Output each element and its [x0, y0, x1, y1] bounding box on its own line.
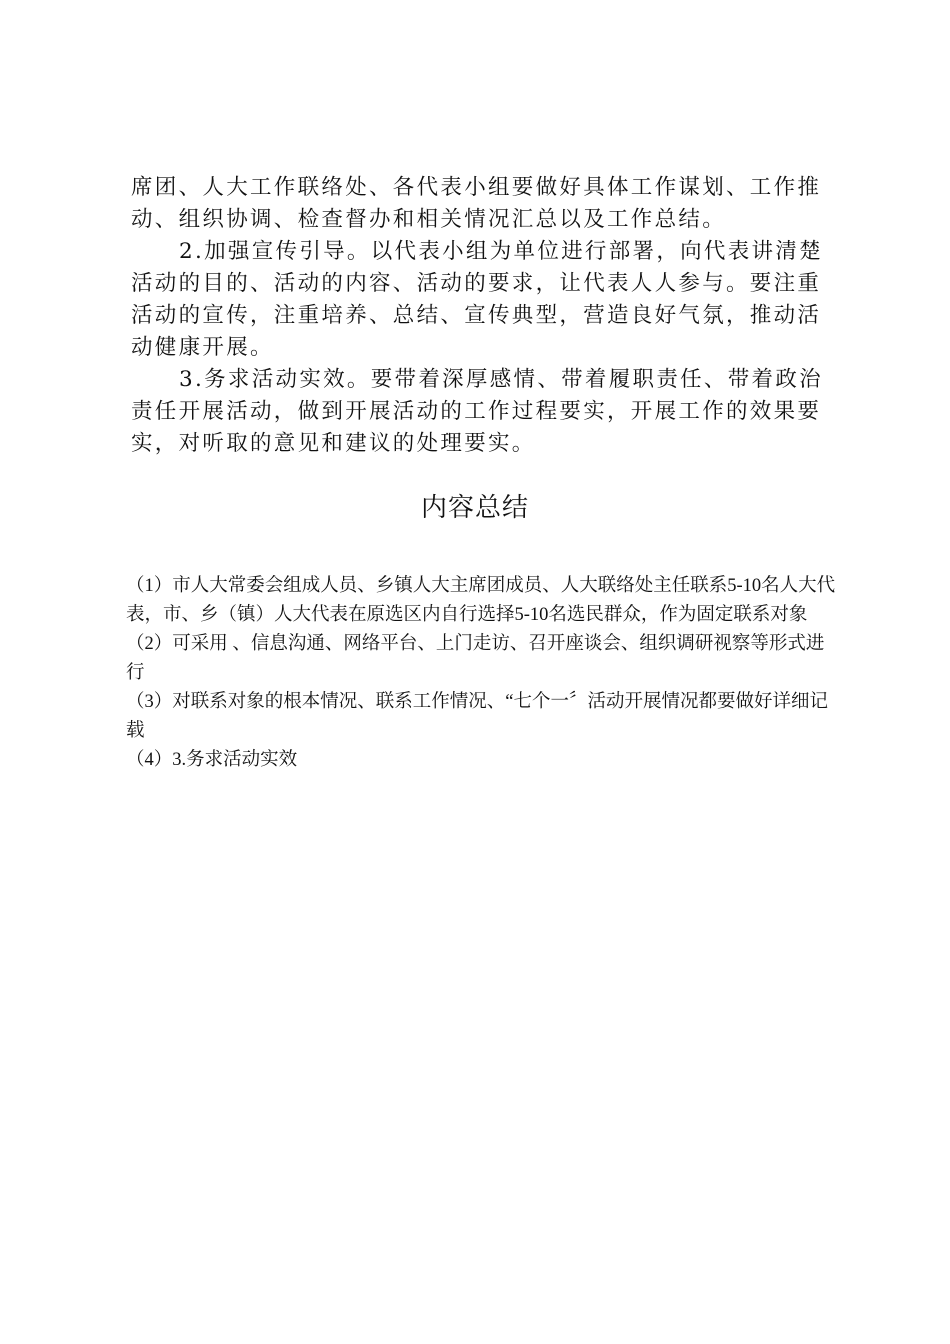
summary-item-4: （4）3.务求活动实效 — [126, 750, 298, 770]
body-paragraph-2: 2.加强宣传引导。以代表小组为单位进行部署，向代表讲清楚活动的目的、活动的内容、活动的要求，让代表人人参与。要注重活动的宣传，注重培养、总结、宣传典型，营造良好气氛，推动活动健康开展。 — [131, 239, 823, 360]
summary-item-1: （1）市人大常委会组成人员、乡镇人大主席团成员、人大联络处主任联系5-10名人大代表，市、乡（镇）人大代表在原选区内自行选择5-10名选民群众，作为固定联系对象 — [126, 576, 836, 625]
body-paragraph-1: 席团、人大工作联络处、各代表小组要做好具体工作谋划、工作推动、组织协调、检查督办和相关情况汇总以及工作总结。 — [131, 175, 822, 232]
summary-item-3: （3）对联系对象的根本情况、联系工作情况、“七个一〞活动开展情况都要做好详细记载 — [126, 692, 828, 741]
summary-item-2: （2）可采用 、信息沟通、网络平台、上门走访、召开座谈会、组织调研视察等形式进行 — [126, 634, 825, 683]
body-paragraph-3: 3.务求活动实效。要带着深厚感情、带着履职责任、带着政治责任开展活动，做到开展活动的工作过程要实，开展工作的效果要实，对听取的意见和建议的处理要实。 — [131, 367, 823, 456]
summary-title: 内容总结 — [420, 493, 529, 523]
summary-list — [126, 572, 841, 775]
document-body — [131, 172, 831, 460]
